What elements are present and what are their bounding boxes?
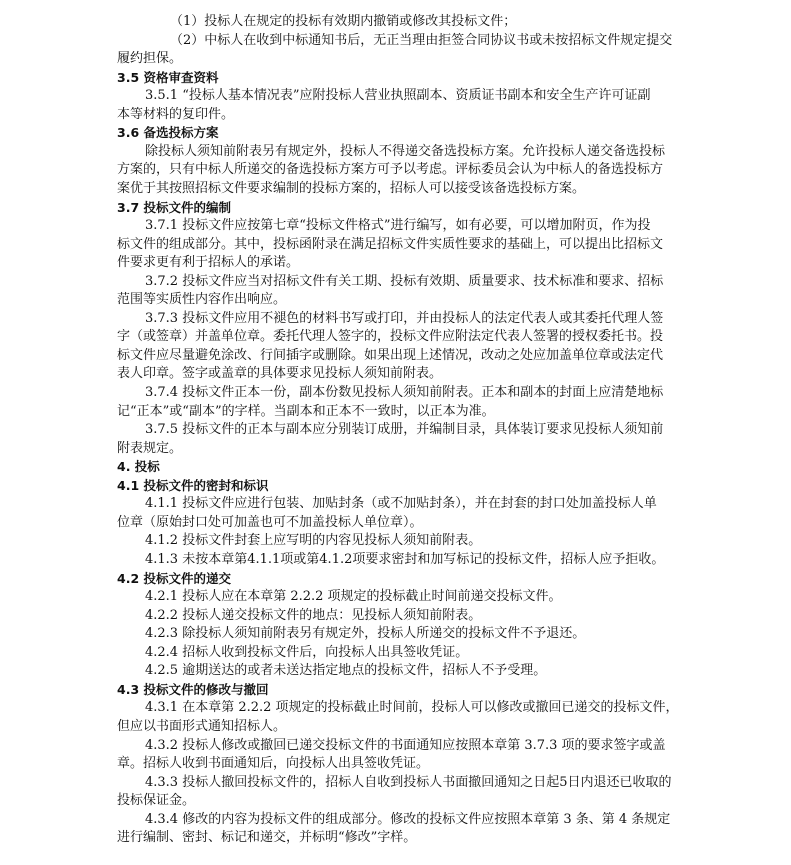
- text-line: （1）投标人在规定的投标有效期内撤销或修改其投标文件；: [170, 14, 517, 29]
- text-line: 标文件的组成部分。其中，投标函附录在满足招标文件实质性要求的基础上，可以提出比招标文: [117, 236, 664, 252]
- text-line: 进行编制、密封、标记和递交，并标明“修改”字样。: [117, 830, 417, 846]
- text-line: 4.2.1 投标人应在本章第 2.2.2 项规定的投标截止时间前递交投标文件。: [145, 589, 562, 605]
- text-line: 范围等实质性内容作出响应。: [117, 292, 287, 308]
- text-line: 4.2.5 逾期送达的或者未送达指定地点的投标文件，招标人不予受理。: [145, 663, 547, 679]
- text-line: 3.7.2 投标文件应当对招标文件有关工期、投标有效期、质量要求、技术标准和要求、招标: [145, 273, 664, 289]
- text-line: 4.3.3 投标人撤回投标文件的，招标人自收到投标人书面撤回通知之日起5日内退还已收取的: [145, 774, 672, 790]
- text-line: 履约担保。: [117, 51, 183, 67]
- text-line: 4.1.3 未按本章第4.1.1项或第4.1.2项要求密封和加写标记的投标文件，招标人应予拒收。: [145, 552, 665, 567]
- text-line: 记“正本”或“副本”的字样。当副本和正本不一致时，以正本为准。: [117, 403, 495, 419]
- section-heading: 4.2 投标文件的递交: [117, 570, 231, 586]
- text-line: 3.7.3 投标文件应用不褪色的材料书写或打印，并由投标人的法定代表人或其委托代理人签: [145, 310, 664, 326]
- text-line: 案优于其按照招标文件要求编制的投标方案的，招标人可以接受该备选投标方案。: [117, 181, 586, 196]
- text-line: 本等材料的复印件。: [117, 106, 235, 122]
- text-line: 但应以书面形式通知招标人。: [117, 718, 287, 734]
- text-line: 3.7.5 投标文件的正本与副本应分别装订成册，并编制目录，具体装订要求见投标人须知前: [145, 422, 664, 438]
- text-line: 4.1.2 投标文件封套上应写明的内容见投标人须知前附表。: [145, 533, 482, 549]
- text-line: 3.7.1 投标文件应按第七章“投标文件格式”进行编写，如有必要，可以增加附页，作为投: [145, 218, 651, 234]
- text-line: 字（或签章）并盖单位章。委托代理人签字的，投标文件应附法定代表人签署的授权委托书。投: [117, 329, 664, 345]
- section-heading: 4.1 投标文件的密封和标识: [117, 477, 269, 493]
- section-heading: 3.7 投标文件的编制: [117, 199, 231, 215]
- text-line: 标文件应尽量避免涂改、行间插字或删除。如果出现上述情况，改动之处应加盖单位章或法定代: [117, 347, 664, 363]
- text-line: 4.2.2 投标人递交投标文件的地点：见投标人须知前附表。: [145, 607, 482, 623]
- text-line: 表人印章。签字或盖章的具体要求见投标人须知前附表。: [117, 366, 443, 382]
- text-line: 4.2.3 除投标人须知前附表另有规定外，投标人所递交的投标文件不予退还。: [145, 626, 586, 642]
- section-heading: 3.6 备选投标方案: [117, 125, 219, 141]
- text-line: 3.5.1 “投标人基本情况表”应附投标人营业执照副本、资质证书副本和安全生产许可证副: [145, 88, 651, 104]
- text-line: 投标保证金。: [117, 793, 196, 809]
- text-line: 除投标人须知前附表另有规定外，投标人不得递交备选投标方案。允许投标人递交备选投标: [145, 143, 666, 159]
- text-line: 3.7.4 投标文件正本一份，副本份数见投标人须知前附表。正本和副本的封面上应清楚地标: [145, 385, 664, 400]
- text-line: 4.3.4 修改的内容为投标文件的组成部分。修改的投标文件应按照本章第 3 条、第 4 条规定: [145, 811, 671, 827]
- section-heading: 3.5 资格审查资料: [117, 69, 219, 85]
- text-line: 附表规定。: [117, 440, 183, 456]
- text-line: 4.3.1 在本章第 2.2.2 项规定的投标截止时间前，投标人可以修改或撤回已递交的投标文件，: [145, 700, 679, 716]
- text-line: 4.1.1 投标文件应进行包装、加贴封条（或不加贴封条），并在封套的封口处加盖投标人单: [145, 496, 657, 512]
- text-line: 位章（原始封口处可加盖也可不加盖投标人单位章）。: [117, 514, 423, 530]
- text-line: 4.2.4 招标人收到投标文件后，向投标人出具签收凭证。: [145, 644, 469, 660]
- text-line: （2）中标人在收到中标通知书后，无正当理由拒签合同协议书或未按招标文件规定提交: [170, 32, 673, 48]
- text-line: 方案的，只有中标人所递交的备选投标方案方可予以考虑。评标委员会认为中标人的备选投标方: [117, 162, 664, 178]
- text-line: 4.3.2 投标人修改或撤回已递交投标文件的书面通知应按照本章第 3.7.3 项的要求签字或盖: [145, 737, 666, 753]
- text-line: 章。招标人收到书面通知后，向投标人出具签收凭证。: [117, 756, 430, 771]
- text-line: 件要求更有利于招标人的承诺。: [117, 255, 300, 271]
- section-heading: 4. 投标: [117, 459, 160, 475]
- section-heading: 4.3 投标文件的修改与撤回: [117, 681, 269, 697]
